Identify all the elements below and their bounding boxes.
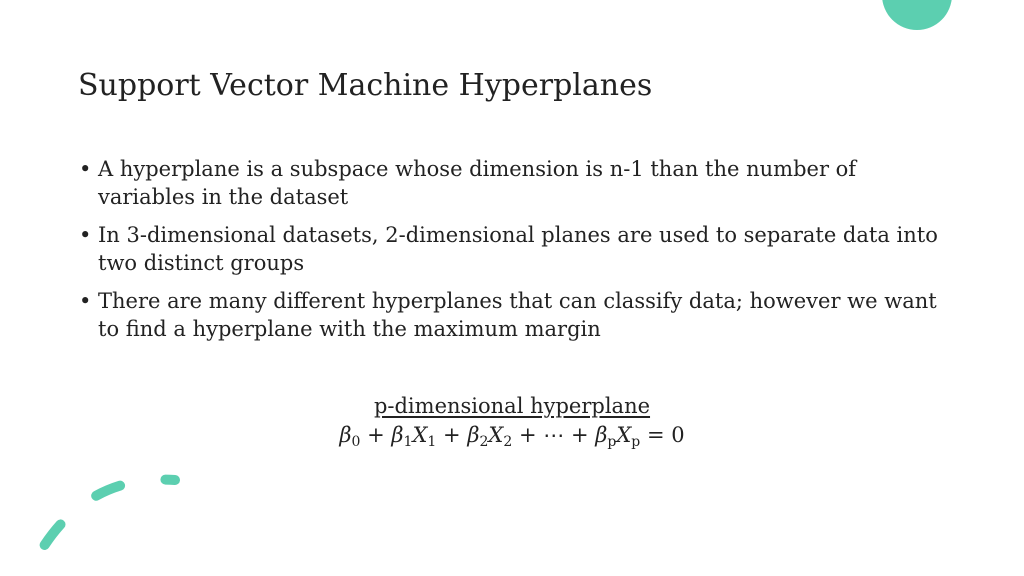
beta-symbol: β — [595, 423, 608, 447]
decorative-dashed-arc — [0, 470, 180, 576]
bullet-marker: • — [79, 157, 92, 181]
plus-operator: + — [367, 423, 385, 447]
slide-title: Support Vector Machine Hyperplanes — [78, 68, 653, 103]
x-variable: X — [488, 423, 504, 447]
bullet-item — [78, 222, 938, 277]
plus-operator: + — [570, 423, 589, 447]
bullet-list — [78, 156, 938, 354]
ellipsis: ⋯ — [543, 423, 565, 447]
decorative-circle — [882, 0, 952, 30]
x-variable: X — [412, 423, 428, 447]
equals-operator: = — [646, 423, 665, 447]
beta-symbol: β — [391, 423, 404, 447]
hyperplane-equation — [0, 420, 1024, 450]
x-variable: X — [616, 423, 632, 447]
bullet-text: In 3-dimensional datasets, 2-dimensional planes are used to separate data into two distinct groups — [98, 223, 938, 275]
formula-heading: p-dimensional hyperplane — [373, 394, 651, 418]
subscript: p — [631, 434, 641, 450]
plus-operator: + — [443, 423, 461, 447]
formula-block — [0, 392, 1024, 450]
bullet-text: A hyperplane is a subspace whose dimension is n-1 than the number of variables in the dataset — [98, 157, 857, 209]
bullet-item — [78, 288, 938, 343]
subscript: 2 — [479, 434, 489, 450]
bullet-marker: • — [79, 289, 92, 313]
subscript: 0 — [351, 434, 361, 450]
plus-operator: + — [518, 423, 537, 447]
subscript: 1 — [427, 434, 437, 450]
beta-symbol: β — [467, 423, 480, 447]
equation-rhs: 0 — [671, 423, 685, 447]
subscript: 1 — [403, 434, 413, 450]
bullet-item — [78, 156, 938, 211]
bullet-marker: • — [79, 223, 92, 247]
subscript: p — [607, 434, 617, 450]
bullet-text: There are many different hyperplanes that can classify data; however we want to find a hyperplane with the maximum margin — [98, 289, 937, 341]
subscript: 2 — [503, 434, 513, 450]
beta-symbol: β — [339, 423, 352, 447]
